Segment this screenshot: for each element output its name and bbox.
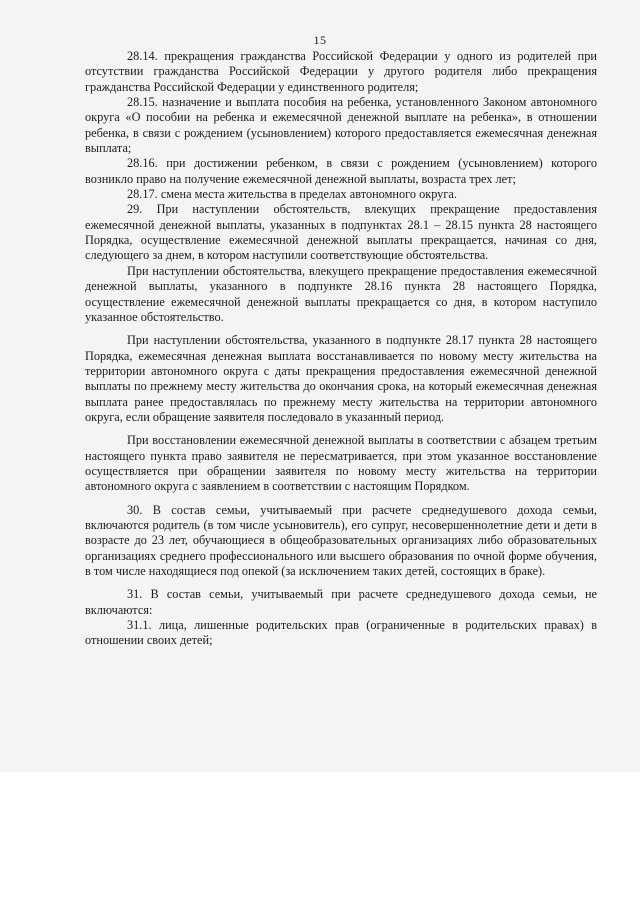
paragraph-29-fourth: При восстановлении ежемесячной денежной выплаты в соответствии с абзацем третьим настоящего пункта право заявителя не пересматривается, при этом указанное восстановление осуществляется при обращении заявителя по новому месту жительства на территории автономного округа с заявлением в соответствии с настоящим Порядком. xyxy=(85,433,597,494)
paragraph-30: 30. В состав семьи, учитываемый при расчете среднедушевого дохода семьи, включаются родитель (в том числе усыновитель), его супруг, несовершеннолетние дети и дети в возрасте до 23 лет, обучающиеся в общеобразовательных организациях либо образовательных организациях среднего профессионального или высшего образования по очной форме обучения, в том числе находящиеся под опекой (за исключением таких детей, состоящих в браке). xyxy=(85,502,597,578)
document-body xyxy=(85,49,597,649)
paragraph-31-1: 31.1. лица, лишенные родительских прав (ограниченные в родительских правах) в отношении своих детей; xyxy=(85,618,597,648)
paragraph-29-third: При наступлении обстоятельства, указанного в подпункте 28.17 пункта 28 настоящего Порядка, ежемесячная денежная выплата восстанавливается по новому месту жительства на территории автономного округа с даты прекращения предоставления ежемесячной денежной выплаты по прежнему месту жительства до окончания срока, на который ежемесячная денежная выплата ранее предоставлялась по прежнему месту жительства на территории автономного округа, если обращение заявителя последовало в указанный период. xyxy=(85,333,597,424)
paragraph-28-15: 28.15. назначение и выплата пособия на ребенка, установленного Законом автономного округа «О пособии на ребенка и ежемесячной денежной выплате на ребенка», в отношении ребенка, в связи с рождением (усыновлением) которого предоставляется ежемесячная денежная выплата; xyxy=(85,95,597,156)
paragraph-28-14: 28.14. прекращения гражданства Российской Федерации у одного из родителей при отсутствии гражданства Российской Федерации у другого родителя либо прекращения гражданства Российской Федерации у единственного родителя; xyxy=(85,49,597,94)
paragraph-28-16: 28.16. при достижении ребенком, в связи с рождением (усыновлением) которого возникло право на получение ежемесячной денежной выплаты, возраста трех лет; xyxy=(85,156,597,186)
paragraph-28-17: 28.17. смена места жительства в пределах автономного округа. xyxy=(127,187,457,202)
page-number: 15 xyxy=(313,33,327,47)
paragraph-31: 31. В состав семьи, учитываемый при расчете среднедушевого дохода семьи, не включаются: xyxy=(85,587,597,617)
paragraph-29-second: При наступлении обстоятельства, влекущего прекращение предоставления ежемесячной денежной выплаты, указанного в подпункте 28.16 пункта 28 настоящего Порядка, осуществление ежемесячной денежной выплаты прекращается со дня, в котором наступило указанное обстоятельство. xyxy=(85,263,597,324)
paragraph-29: 29. При наступлении обстоятельств, влекущих прекращение предоставления ежемесячной денежной выплаты, указанных в подпунктах 28.1 – 28.15 пункта 28 настоящего Порядка, осуществление ежемесячной денежной выплаты прекращается, начиная со дня, следующего за днем, в котором наступили соответствующие обстоятельства. xyxy=(85,202,597,263)
